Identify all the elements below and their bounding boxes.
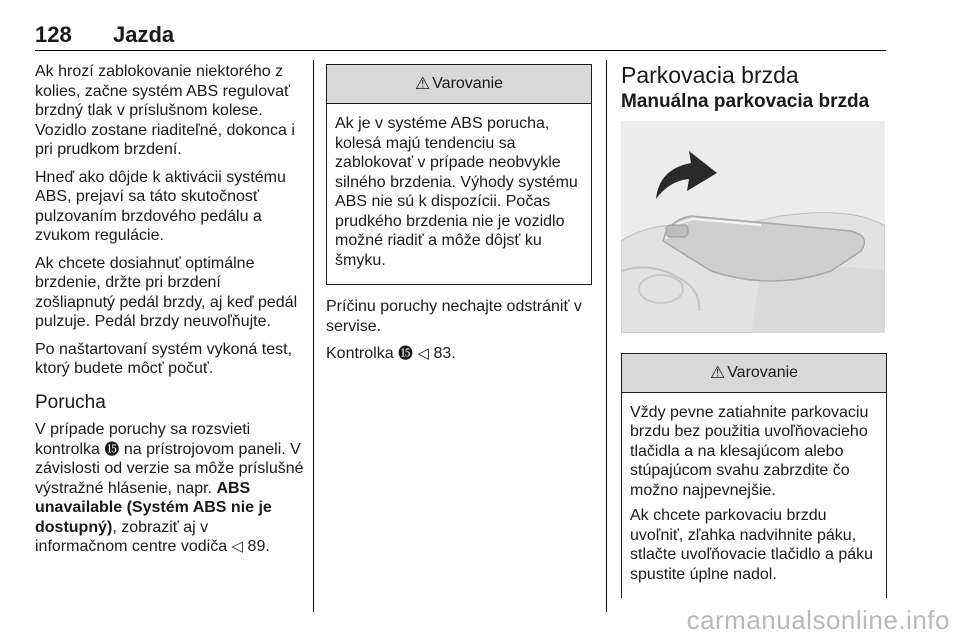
chapter-subheading: Manuálna parkovacia brzda xyxy=(621,90,870,112)
abs-warning-lamp-icon: ⓯ xyxy=(398,345,414,362)
page-number: 128 xyxy=(35,22,72,47)
warning-title: Varovanie xyxy=(727,363,799,381)
abs-warning-lamp-icon: ⓯ xyxy=(104,440,120,458)
chapter-heading: Parkovacia brzda xyxy=(621,62,799,88)
column-middle xyxy=(326,62,592,372)
page-reference-link[interactable]: 83. xyxy=(429,345,456,362)
abs-paragraph-2: Hneď ako dôjde k aktivácii systému ABS, prejaví sa táto skutočnosť pulzovaním brzdového pedálu a zvukom regulácie. xyxy=(35,168,286,244)
warning-title: Varovanie xyxy=(432,75,504,93)
warning-box-parking xyxy=(621,353,887,599)
warning-text-2: Ak chcete parkovaciu brzdu uvoľniť, zľahka nadvihnite páku, stlačte uvoľňovacie tlačidlo a páku spustite úplne nadol. xyxy=(630,507,874,583)
page-reference-link[interactable]: 89. xyxy=(243,538,270,555)
column-divider-1 xyxy=(313,60,314,612)
page-reference-icon: ◁ xyxy=(417,345,430,362)
column-left xyxy=(35,62,305,565)
warning-body xyxy=(622,393,886,599)
warning-text: Ak je v systéme ABS porucha, kolesá majú tendenciu sa zablokovať v prípade neobvykle silného brzdenia. Výhody systému ABS nie sú k dispozícii. Počas prudkého brzdenia nie je vozidlo možné riadiť a môže dôjsť ku šmyku. xyxy=(335,115,578,269)
parking-brake-illustration xyxy=(621,121,885,333)
fault-paragraph xyxy=(35,420,305,557)
column-divider-2 xyxy=(606,60,607,612)
column-right xyxy=(621,62,887,610)
warning-header xyxy=(622,354,886,393)
fault-text-pre: V prípade poruchy sa rozsvieti kontrolka xyxy=(35,421,251,458)
abs-paragraph-1: Ak hrozí zablokovanie niektorého z kolies, začne systém ABS regulovať brzdný tlak v príslušnom kolese. Vozidlo zostane riaditeľné, dokonca i pri prudkom brzdení. xyxy=(35,63,295,158)
fault-text-post: , zobraziť aj v informačnom centre vodiča xyxy=(35,518,228,555)
warning-box-abs xyxy=(326,64,592,285)
page-reference-icon: ◁ xyxy=(231,538,244,555)
abs-unavailable-message: ABS unavailable (Systém ABS nie je dostupný) xyxy=(35,479,272,536)
watermark: carmanualsonline.info xyxy=(686,605,950,635)
warning-triangle-icon: ⚠ xyxy=(709,362,726,382)
warning-body xyxy=(327,104,591,284)
indicator-reference xyxy=(326,344,592,364)
header-divider xyxy=(35,50,886,51)
service-paragraph: Príčinu poruchy nechajte odstrániť v servise. xyxy=(326,298,582,335)
fault-heading: Porucha xyxy=(35,391,106,413)
section-title: Jazda xyxy=(113,22,175,47)
fault-text-mid: na prístrojovom paneli. V závislosti od verzie sa môže príslušné výstražné hlásenie, napr. xyxy=(35,440,304,497)
warning-text-1: Vždy pevne zatiahnite parkovaciu brzdu bez použitia uvoľňovacieho tlačidla a na klesajúcom alebo stúpajúcom svahu zabrzdite čo možno najpevnejšie. xyxy=(630,403,869,499)
page-header xyxy=(35,22,885,50)
indicator-label: Kontrolka xyxy=(326,345,399,362)
warning-triangle-icon: ⚠ xyxy=(414,74,431,94)
abs-paragraph-4: Po naštartovaní systém vykoná test, ktorý budete môcť počuť. xyxy=(35,340,293,377)
abs-paragraph-3: Ak chcete dosiahnuť optimálne brzdenie, držte pri brzdení zošliapnutý pedál brzdy, aj keď pedál pulzuje. Pedál brzdy neuvoľňujte. xyxy=(35,254,298,330)
warning-header xyxy=(327,65,591,104)
